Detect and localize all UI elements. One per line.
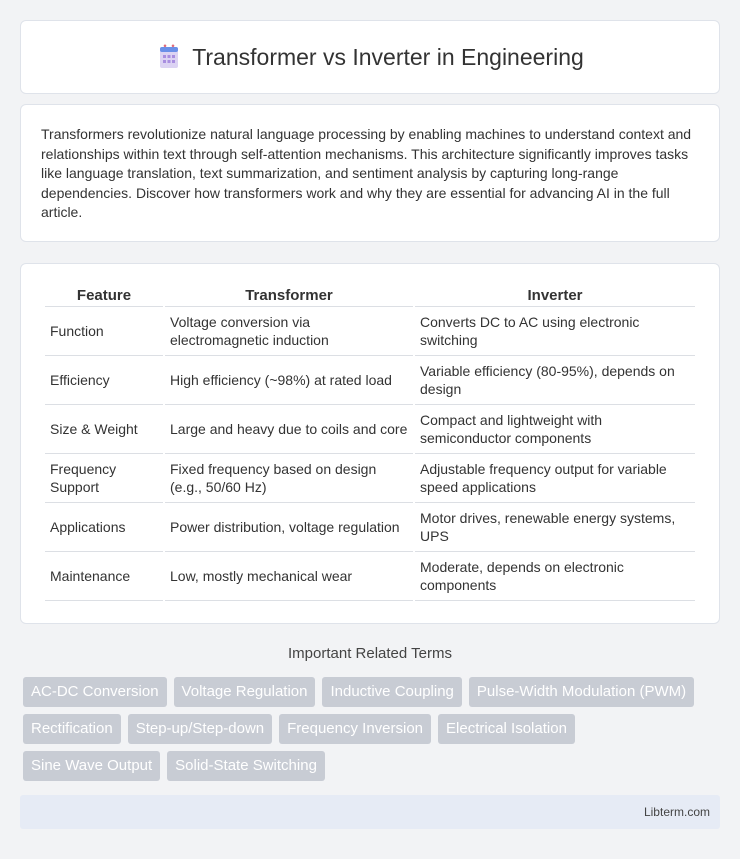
footer: [20, 795, 720, 829]
related-terms-title: Important Related Terms: [288, 645, 452, 662]
feature-cell: Size & Weight: [45, 405, 163, 454]
header-transformer: Transformer: [165, 284, 413, 307]
inverter-cell: Variable efficiency (80-95%), depends on design: [415, 356, 695, 405]
feature-cell: Function: [45, 307, 163, 356]
transformer-cell: Low, mostly mechanical wear: [165, 552, 413, 601]
related-terms-list: [23, 677, 713, 781]
tag-step-up-step-down[interactable]: Step-up/Step-down: [128, 714, 272, 744]
tag-pwm[interactable]: Pulse-Width Modulation (PWM): [469, 677, 694, 707]
feature-cell: Applications: [45, 503, 163, 552]
table-row: [45, 552, 695, 601]
tag-sine-wave-output[interactable]: Sine Wave Output: [23, 751, 160, 781]
tag-rectification[interactable]: Rectification: [23, 714, 121, 744]
table-header-row: [45, 284, 695, 307]
comparison-card: [20, 263, 720, 624]
header-inverter: Inverter: [415, 284, 695, 307]
table-row: [45, 307, 695, 356]
tag-ac-dc-conversion[interactable]: AC-DC Conversion: [23, 677, 167, 707]
tag-solid-state-switching[interactable]: Solid-State Switching: [167, 751, 325, 781]
tag-voltage-regulation[interactable]: Voltage Regulation: [174, 677, 316, 707]
inverter-cell: Moderate, depends on electronic components: [415, 552, 695, 601]
intro-text: Transformers revolutionize natural language processing by enabling machines to understand context and relationships within text through self-attention mechanisms. This architecture significantly improves tasks like language translation, text summarization, and sentiment analysis by capturing long-range dependencies. Discover how transformers work and why they are essential for advancing AI in the full article.: [41, 126, 692, 220]
table-row: [45, 454, 695, 503]
tag-frequency-inversion[interactable]: Frequency Inversion: [279, 714, 431, 744]
transformer-cell: Voltage conversion via electromagnetic induction: [165, 307, 413, 356]
inverter-cell: Compact and lightweight with semiconductor components: [415, 405, 695, 454]
feature-cell: Efficiency: [45, 356, 163, 405]
transformer-cell: Large and heavy due to coils and core: [165, 405, 413, 454]
document-icon: [156, 44, 182, 70]
header-feature: Feature: [45, 284, 163, 307]
table-row: [45, 503, 695, 552]
feature-cell: Maintenance: [45, 552, 163, 601]
transformer-cell: High efficiency (~98%) at rated load: [165, 356, 413, 405]
transformer-cell: Fixed frequency based on design (e.g., 50/60 Hz): [165, 454, 413, 503]
transformer-cell: Power distribution, voltage regulation: [165, 503, 413, 552]
tag-inductive-coupling[interactable]: Inductive Coupling: [322, 677, 461, 707]
inverter-cell: Adjustable frequency output for variable speed applications: [415, 454, 695, 503]
footer-brand[interactable]: Libterm.com: [643, 805, 710, 819]
feature-cell: Frequency Support: [45, 454, 163, 503]
table-row: [45, 356, 695, 405]
title-card: [20, 20, 720, 94]
comparison-table: [43, 284, 697, 601]
inverter-cell: Motor drives, renewable energy systems, UPS: [415, 503, 695, 552]
page-title: Transformer vs Inverter in Engineering: [192, 43, 584, 70]
tag-electrical-isolation[interactable]: Electrical Isolation: [438, 714, 575, 744]
intro-card: [20, 104, 720, 242]
inverter-cell: Converts DC to AC using electronic switching: [415, 307, 695, 356]
table-row: [45, 405, 695, 454]
